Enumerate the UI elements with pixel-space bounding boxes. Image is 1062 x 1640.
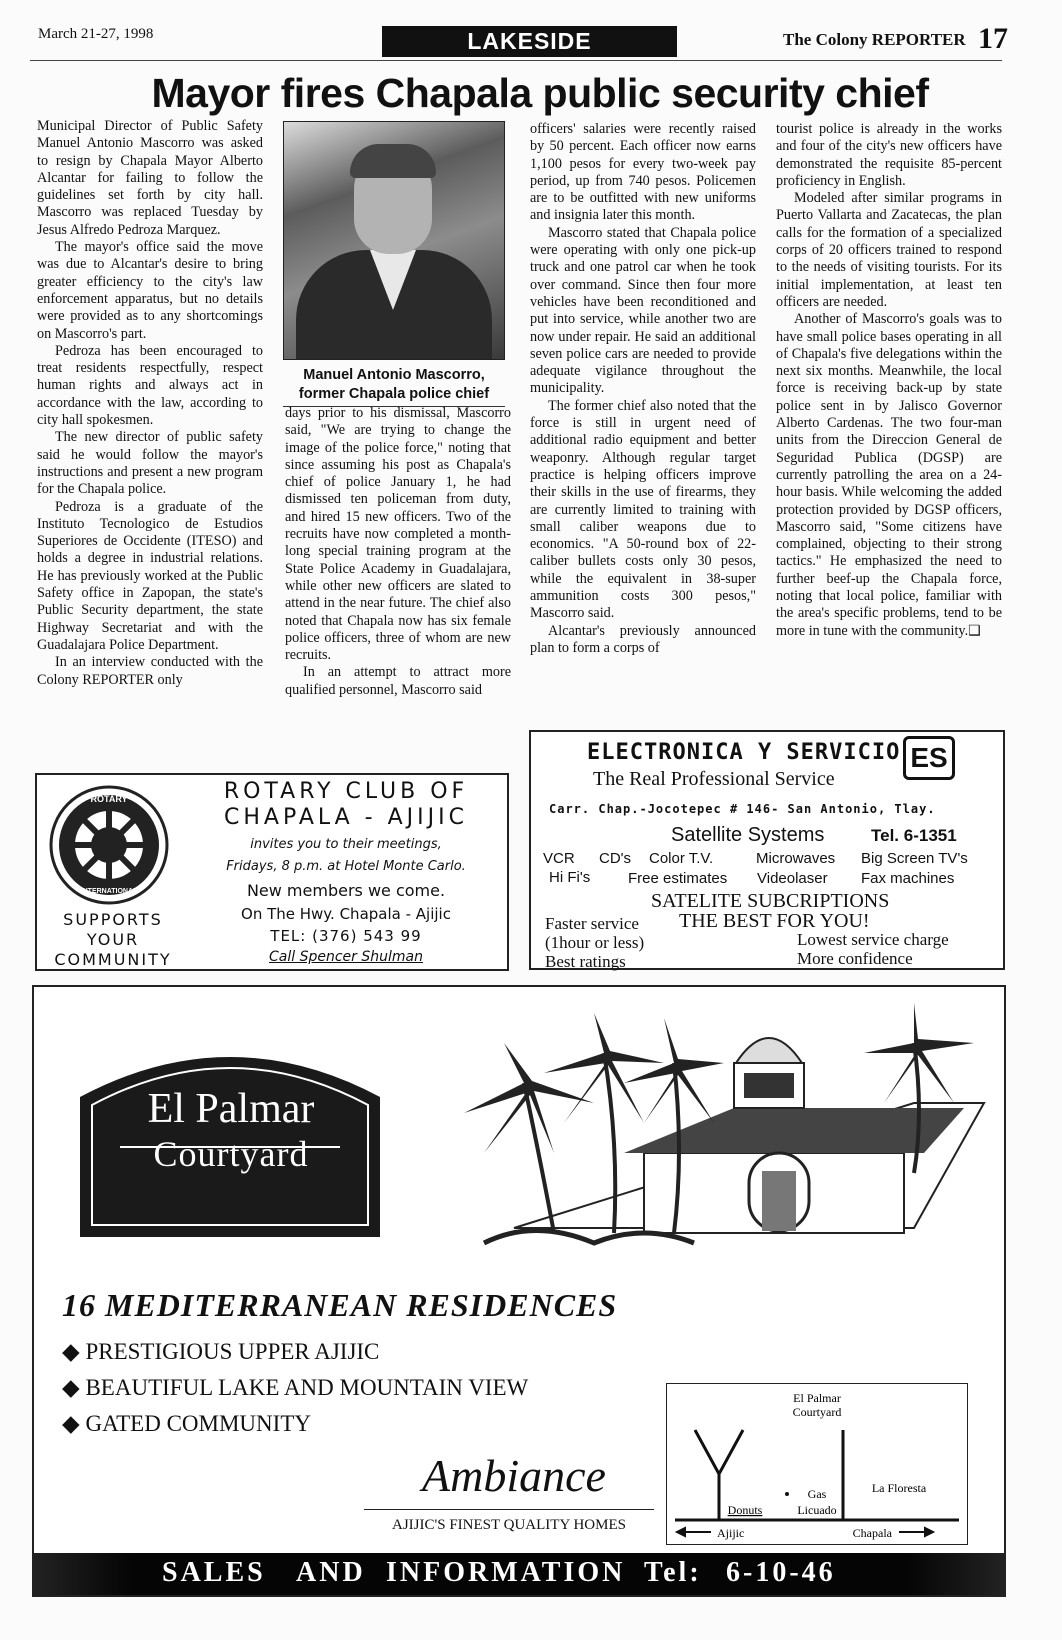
sales-word: SALES <box>162 1557 266 1588</box>
feature-item <box>62 1339 379 1365</box>
sales-tel-label: Tel: <box>644 1557 702 1588</box>
sales-word: INFORMATION <box>386 1557 626 1588</box>
palmar-tagline: 16 MEDITERRANEAN RESIDENCES <box>62 1287 618 1323</box>
rotary-schedule: Fridays, 8 p.m. at Hotel Monte Carlo. <box>226 859 466 874</box>
ambiance-slogan: AJIJIC'S FINEST QUALITY HOMES <box>392 1517 626 1533</box>
satellite-systems: Satellite Systems <box>671 824 825 846</box>
service-item: Color T.V. <box>649 850 714 867</box>
photo-hair-shape <box>350 144 436 178</box>
paragraph: Another of Mascorro's goals was to have small police bases operating in all of Chapala's five delegations within the next six months. Meanwhile, the local force is receiving back-up by state police sent in by Jalisco Governor Alberto Cardenas. The two four-man units from the Direccion General de Seguridad Publica (DGSP) are currently patrolling the area on a 24-hour basis. While welcoming the added protection provided by DGSP officers, Mascorro said, "Some citizens have complained, objecting to their strong tactics." He emphasized the need to further beef-up the Chapala force, noting that local police, familiar with the area's specific problems, tend to be more in tune with the community.❑ <box>776 311 1002 639</box>
feature-item <box>62 1375 528 1401</box>
header-rule <box>30 60 1002 61</box>
supports-line: YOUR <box>86 930 140 949</box>
paragraph: In an attempt to attract more qualified personnel, Mascorro said <box>285 664 511 698</box>
article-column-4 <box>776 121 1002 640</box>
wheel-bottom-text: INTERNATIONAL <box>80 888 138 895</box>
rotary-welcome: New members we come. <box>246 881 446 900</box>
benefit-line: Lowest service charge <box>797 930 949 949</box>
supports-line: COMMUNITY <box>54 950 172 969</box>
service-item: CD's <box>599 850 632 867</box>
rotary-contact: Call Spencer Shulman <box>269 949 423 965</box>
article-headline: Mayor fires Chapala public security chief <box>151 70 929 116</box>
paragraph: Pedroza is a graduate of the Instituto Tecnologico de Estudios Superiores de Occidente (ITESO) and holds a degree in industrial relations. He has previously worked at the Public Safety office in Zapopan, the state's Public Security department, the state Highway Secretariat and with the Guadalajara Police Department. <box>37 498 263 653</box>
electronica-address: Carr. Chap.-Jocotepec # 146- San Antonio, Tlay. <box>549 802 936 816</box>
satellite-subscriptions: SATELITE SUBCRIPTIONS <box>651 890 890 912</box>
feature-text: BEAUTIFUL LAKE AND MOUNTAIN VIEW <box>85 1375 529 1400</box>
es-logo: ES <box>903 736 955 780</box>
ambiance-brand: Ambiance <box>422 1450 606 1501</box>
photo-caption <box>283 366 505 407</box>
service-item: Free estimates <box>628 870 728 887</box>
villa-palm-illustration <box>444 1003 994 1303</box>
article-column-3 <box>530 121 756 657</box>
service-item: Big Screen TV's <box>861 850 968 867</box>
el-palmar-ad <box>32 985 1006 1597</box>
brand-rule <box>364 1509 654 1510</box>
paragraph: Pedroza has been encouraged to treat residents respectfully, respect human rights and always act in accordance with the law, according to city hall spokesmen. <box>37 342 263 429</box>
benefit-line: Faster service <box>545 914 639 933</box>
supports-community <box>43 910 183 970</box>
benefit-line: Best ratings <box>545 952 626 971</box>
wheel-top-text: ROTARY <box>90 794 128 804</box>
paragraph: The new director of public safety said he would follow the mayor's instructions and present a new program for the Chapala police. <box>37 429 263 498</box>
supports-line: SUPPORTS <box>63 910 163 929</box>
palmar-name-line-1: El Palmar <box>147 1086 315 1132</box>
faster-service <box>545 914 644 971</box>
article-column-1 <box>37 118 263 689</box>
feature-item <box>62 1411 311 1437</box>
paragraph: In an interview conducted with the Colony REPORTER only <box>37 654 263 688</box>
rotary-club-ad <box>35 773 509 971</box>
map-ajijic: Ajijic <box>717 1526 745 1540</box>
rotary-location: On The Hwy. Chapala - Ajijic <box>241 905 451 923</box>
sales-info-banner <box>34 1553 1004 1595</box>
rotary-title-2: CHAPALA - AJIJIC <box>224 805 468 830</box>
diamond-icon: ◆ <box>62 1411 80 1436</box>
benefit-line: More confidence <box>797 949 913 968</box>
service-item: Fax machines <box>861 870 955 887</box>
map-gas: Gas <box>807 1487 827 1501</box>
sales-word: AND <box>296 1557 366 1588</box>
paragraph: Modeled after similar programs in Puerto Vallarta and Zacatecas, the plan calls for the formation of a specialized corps of 20 officers trained to respond to the needs of visiting tourists. For its initial implementation, at least ten officers are needed. <box>776 190 1002 310</box>
paragraph: Municipal Director of Public Safety Manuel Antonio Mascorro was asked to resign by Chapala Mayor Alberto Alcantar for failing to follow the guidelines set forth by city hall. Mascorro was replaced Tuesday by Jesus Alfredo Pedroza Marquez. <box>37 118 263 238</box>
electronica-ad <box>529 730 1005 970</box>
paragraph: days prior to his dismissal, Mascorro said, "We are trying to change the image of the police force," noting that since assuming his post as Chapala's chief of police January 1, he had dismissed ten policeman from duty, and hired 15 new officers. Two of the recruits have now completed a month-long special training program at the State Police Academy in Guadalajara, while other new officers are slated to attend in the near future. The chief also noted that Chapala now has six female police officers, three of whom are new recruits. <box>285 405 511 664</box>
paragraph: Alcantar's previously announced plan to form a corps of <box>530 622 756 656</box>
map-donuts: Donuts <box>727 1503 763 1517</box>
paper-name: The Colony REPORTER <box>783 30 966 49</box>
map-title-2: Courtyard <box>792 1405 842 1419</box>
electronica-phone: Tel. 6-1351 <box>871 826 957 845</box>
service-item: Hi Fi's <box>549 869 591 886</box>
diamond-icon: ◆ <box>62 1339 80 1364</box>
feature-text: GATED COMMUNITY <box>85 1411 311 1436</box>
feature-text: PRESTIGIOUS UPPER AJIJIC <box>85 1339 380 1364</box>
best-for-you: THE BEST FOR YOU! <box>679 910 870 932</box>
service-item: Microwaves <box>756 850 836 867</box>
map-title-1: El Palmar <box>793 1391 841 1405</box>
service-item: VCR <box>543 850 575 867</box>
lowest-charge <box>797 930 949 968</box>
map-chapala: Chapala <box>852 1526 892 1540</box>
electronica-subtitle: The Real Professional Service <box>593 768 835 790</box>
caption-line: former Chapala police chief <box>298 386 490 402</box>
rotary-title-1: ROTARY CLUB OF <box>223 779 469 804</box>
diamond-icon: ◆ <box>62 1375 80 1400</box>
portrait-photo <box>283 121 505 360</box>
palmar-name-line-2: Courtyard <box>153 1134 309 1174</box>
section-banner: LAKESIDE <box>382 26 677 57</box>
issue-date: March 21-27, 1998 <box>38 26 154 42</box>
caption-line: Manuel Antonio Mascorro, <box>303 367 485 383</box>
map-licuado: Licuado <box>797 1503 837 1517</box>
rotary-wheel-icon <box>49 785 169 905</box>
paragraph: Mascorro stated that Chapala police were operating with only one pick-up truck and one patrol car when he took over command. Since then four more vehicles have been reconditioned and put into service, while another two are now under repair. He said an additional seven police cars are needed to provide adequate vigilance throughout the municipality. <box>530 224 756 397</box>
paragraph: The former chief also noted that the force is still in urgent need of additional radio equipment and better weaponry. Although regular target practice is helping officers improve their skills in the use of firearms, they are currently limited to training with small caliber weapons due to economics. "A 50-round box of 22-caliber bullets costs only 30 pesos, while the equivalent in 38-super ammunition costs 300 pesos," Mascorro said. <box>530 397 756 622</box>
benefit-line: (1hour or less) <box>545 933 645 952</box>
paragraph: The mayor's office said the move was due to Alcantar's desire to bring greater efficiency to the city's law enforcement apparatus, but no details were provided as to any shortcomings on Mascorro's part. <box>37 239 263 342</box>
electronica-title: ELECTRONICA Y SERVICIO <box>587 740 901 765</box>
sales-phone: 6-10-46 <box>726 1557 836 1588</box>
rotary-invite: invites you to their meetings, <box>250 837 442 852</box>
page-number: 17 <box>978 22 1008 55</box>
service-item: Videolaser <box>757 870 828 887</box>
map-la-floresta: La Floresta <box>871 1481 927 1495</box>
article-column-2 <box>285 405 511 699</box>
location-map <box>666 1383 968 1545</box>
paragraph: tourist police is already in the works and four of the city's new officers have demonstrated the requisite 85-percent proficiency in English. <box>776 121 1002 189</box>
rotary-phone: TEL: (376) 543 99 <box>270 927 422 945</box>
paragraph: officers' salaries were recently raised by 50 percent. Each officer now earns 1,100 pesos for every two-week pay period, up from 740 pesos. Policemen are to be outfitted with new uniforms and insignia later this month. <box>530 121 756 224</box>
